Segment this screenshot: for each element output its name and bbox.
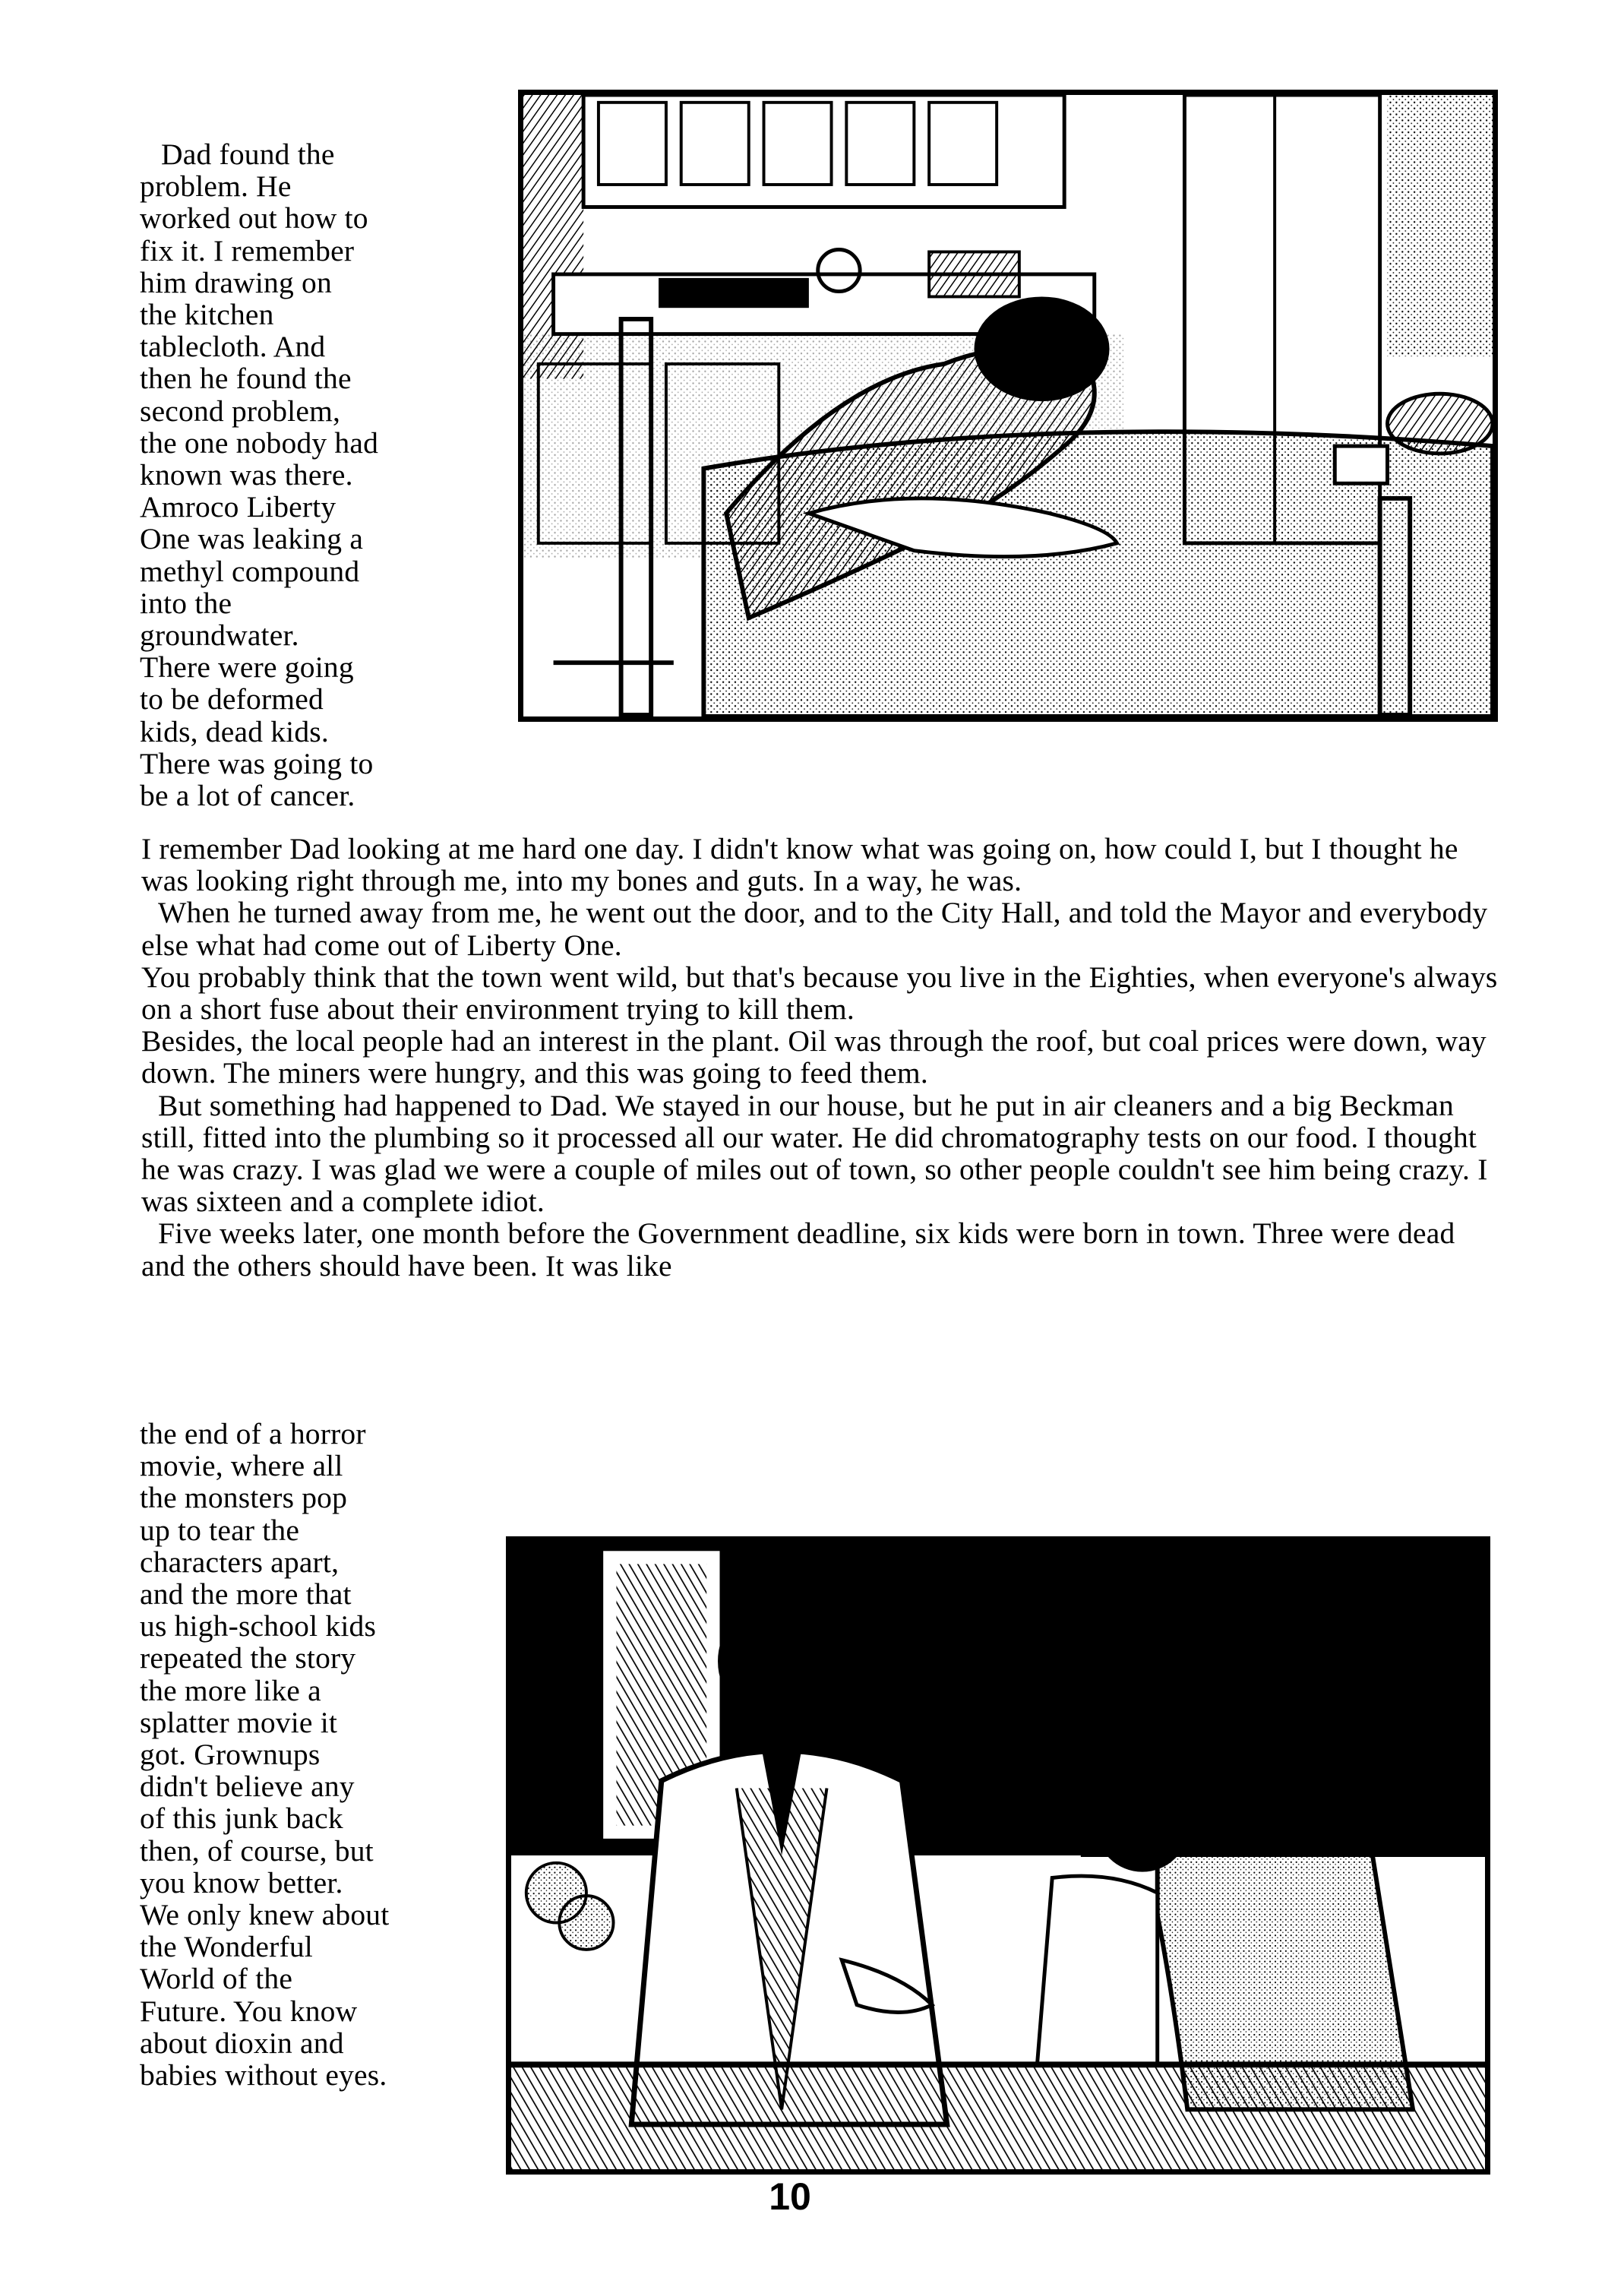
kitchen-drawing	[523, 95, 1493, 716]
line: worked out how to	[140, 201, 368, 236]
line: to be deformed	[140, 682, 324, 716]
line: Amroco Liberty	[140, 490, 336, 524]
hospital-drawing	[511, 1542, 1485, 2169]
line: him drawing on	[140, 265, 332, 299]
bottom-text-column	[140, 1418, 451, 2091]
line: groundwater.	[140, 618, 299, 653]
line: the more like a	[140, 1673, 321, 1707]
line: repeated the story	[140, 1641, 356, 1675]
line: babies without eyes.	[140, 2058, 387, 2092]
line: Dad found the	[161, 138, 335, 171]
line: the Wonderful	[140, 1930, 313, 1964]
line: you know better.	[140, 1865, 343, 1900]
line: then he found the	[140, 362, 352, 396]
line: the monsters pop	[140, 1481, 348, 1515]
line: We only knew about	[140, 1898, 390, 1932]
paragraph: I remember Dad looking at me hard one day. I didn't know what was going on, how could I, but I thought he was looking right through me, into my bones and guts. In a way, he was.	[141, 832, 1458, 898]
line: characters apart,	[140, 1545, 340, 1579]
line: One was leaking a	[140, 522, 364, 556]
body-text	[141, 833, 1501, 1282]
line: be a lot of cancer.	[140, 779, 355, 813]
line: about dioxin and	[140, 2026, 344, 2060]
line: the one nobody had	[140, 425, 379, 460]
line: There was going to	[140, 746, 374, 780]
line: Future. You know	[140, 1994, 358, 2028]
line: the end of a horror	[140, 1417, 366, 1450]
line: didn't believe any	[140, 1770, 355, 1804]
line: known was there.	[140, 458, 353, 492]
paragraph: Besides, the local people had an interest in the plant. Oil was through the roof, but coal prices were down, way down. The miners were hungry, and this was going to feed them.	[141, 1024, 1487, 1090]
line: into the	[140, 586, 232, 620]
line: World of the	[140, 1962, 293, 1996]
line: up to tear the	[140, 1513, 300, 1547]
line: got. Grownups	[140, 1738, 321, 1772]
line: fix it. I remember	[140, 233, 355, 267]
paragraph: But something had happened to Dad. We stayed in our house, but he put in air cleaners and a big Beckman still, fitted into the plumbing so it processed all our water. He did chromatography tests on our food. I thought he was crazy. I was glad we were a couple of miles out of town, so other people couldn't see him being crazy. I was sixteen and a complete idiot.	[141, 1088, 1488, 1219]
line: of this junk back	[140, 1801, 343, 1836]
line: movie, where all	[140, 1449, 343, 1483]
line: then, of course, but	[140, 1833, 374, 1868]
line: tablecloth. And	[140, 330, 326, 364]
line: splatter movie it	[140, 1705, 338, 1739]
line: the kitchen	[140, 298, 274, 332]
line: There were going	[140, 650, 354, 685]
line: and the more that	[140, 1577, 352, 1612]
line: kids, dead kids.	[140, 714, 329, 748]
line: second problem,	[140, 394, 341, 428]
line: problem. He	[140, 169, 292, 204]
line: methyl compound	[140, 554, 360, 588]
line: us high-school kids	[140, 1609, 377, 1643]
paragraph: Five weeks later, one month before the Government deadline, six kids were born in town. Three were dead and the others should have been. It was like	[141, 1216, 1455, 1283]
top-text-column	[140, 138, 451, 811]
hospital-illustration	[506, 1536, 1490, 2175]
kitchen-illustration	[518, 90, 1498, 722]
paragraph: You probably think that the town went wild, but that's because you live in the Eighties, when everyone's always on a short fuse about their environment trying to kill them.	[141, 960, 1498, 1026]
page-number: 10	[769, 2175, 811, 2218]
paragraph: When he turned away from me, he went out the door, and to the City Hall, and told the Mayor and everybody else what had come out of Liberty One.	[141, 896, 1488, 962]
